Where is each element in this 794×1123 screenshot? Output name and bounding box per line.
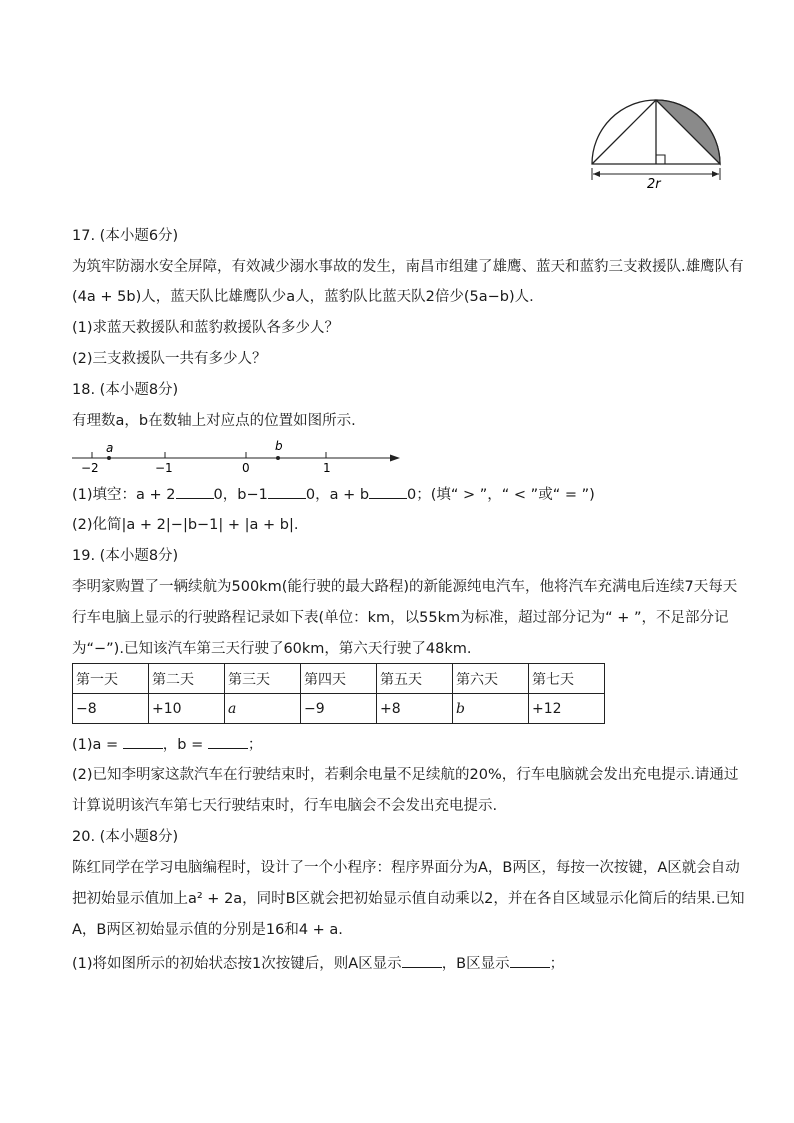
q20-text-line1: 陈红同学在学习电脑编程时，设计了一个小程序：程序界面分为A，B两区，每按一次按键，A区就会自动 xyxy=(72,860,740,876)
table-cell: +12 xyxy=(529,694,605,724)
q17-text-line2: (4a + 5b)人，蓝天队比雄鹰队少a人，蓝豹队比蓝天队2倍少(5a−b)人. xyxy=(72,289,534,305)
point-label-a: a xyxy=(106,441,114,455)
table-header-cell: 第四天 xyxy=(301,664,377,694)
answer-blank[interactable] xyxy=(268,484,306,499)
q19-text-line2: 行车电脑上显示的行驶路程记录如下表(单位：km，以55km为标准，超过部分记为“ + ”，不足部分记 xyxy=(72,610,729,626)
q20-text-line3: A，B两区初始显示值的分别是16和4 + a. xyxy=(72,922,343,938)
q17-text-line1: 为筑牢防溺水安全屏障，有效减少溺水事故的发生，南昌市组建了雄鹰、蓝天和蓝豹三支救援队.雄鹰队有 xyxy=(72,259,744,275)
q17-header: 17. (本小题6分) xyxy=(72,228,179,244)
semicircle-figure xyxy=(580,92,730,190)
q19-part2-line2: 计算说明该汽车第七天行驶结束时，行车电脑会不会发出充电提示. xyxy=(72,798,498,814)
table-row xyxy=(73,694,605,724)
q20-text-line2: 把初始显示值加上a² + 2a，同时B区就会把初始显示值自动乘以2，并在各自区域显示化简后的结果.已知 xyxy=(72,891,745,907)
answer-blank[interactable] xyxy=(208,734,248,749)
q17-part2: (2)三支救援队一共有多少人？ xyxy=(72,351,267,367)
q19-header: 19. (本小题8分) xyxy=(72,548,179,564)
table-cell: +10 xyxy=(149,694,225,724)
table-header-cell: 第七天 xyxy=(529,664,605,694)
tick-label: 1 xyxy=(323,461,331,475)
answer-blank[interactable] xyxy=(369,484,407,499)
table-header-cell: 第三天 xyxy=(225,664,301,694)
right-angle-mark xyxy=(656,155,665,164)
q18-part1 xyxy=(72,484,595,505)
q19-part1-suffix: ； xyxy=(247,737,263,753)
table-cell: b xyxy=(453,694,529,724)
q19-part1-mid: ，b = xyxy=(162,737,204,753)
point-b xyxy=(276,456,280,460)
q18-text-line1: 有理数a，b在数轴上对应点的位置如图所示. xyxy=(72,413,356,429)
tick-label: 0 xyxy=(242,461,250,475)
tick-label: −1 xyxy=(155,461,173,475)
q19-part1-prefix: (1)a = xyxy=(72,737,119,753)
q20-part1-mid: ，B区显示 xyxy=(441,956,510,972)
q19-part2-line1: (2)已知李明家这款汽车在行驶结束时，若剩余电量不足续航的20%，行车电脑就会发出充电提示.请通过 xyxy=(72,767,739,783)
answer-blank[interactable] xyxy=(123,734,163,749)
dimension-label: 2r xyxy=(647,177,661,190)
q20-part1-suffix: ； xyxy=(549,956,565,972)
answer-blank[interactable] xyxy=(402,953,442,968)
shaded-segment xyxy=(656,100,720,164)
table-header-row xyxy=(73,664,605,694)
q18-part1-seg2: 0，b−1 xyxy=(213,487,268,503)
number-line xyxy=(72,438,407,476)
tick-label: −2 xyxy=(81,461,99,475)
table-header-cell: 第五天 xyxy=(377,664,453,694)
table-cell: a xyxy=(225,694,301,724)
q18-part1-seg4: 0；(填“ > ”，“ < ”或“ = ”) xyxy=(407,487,595,503)
q20-header: 20. (本小题8分) xyxy=(72,829,179,845)
q18-part2: (2)化简|a + 2|−|b−1| + |a + b|. xyxy=(72,517,299,533)
table-header-cell: 第一天 xyxy=(73,664,149,694)
table-cell: −8 xyxy=(73,694,149,724)
table-cell: +8 xyxy=(377,694,453,724)
point-a xyxy=(107,456,111,460)
axis-arrow xyxy=(390,455,400,462)
q17-part1: (1)求蓝天救援队和蓝豹救援队各多少人？ xyxy=(72,320,340,336)
point-label-b: b xyxy=(275,439,283,453)
q19-text-line3: 为“−”).已知该汽车第三天行驶了60km，第六天行驶了48km. xyxy=(72,641,472,657)
q18-part1-seg3: 0，a + b xyxy=(305,487,370,503)
q18-header: 18. (本小题8分) xyxy=(72,382,179,398)
q19-part1 xyxy=(72,734,262,755)
table-header-cell: 第六天 xyxy=(453,664,529,694)
q20-part1-prefix: (1)将如图所示的初始状态按1次按键后，则A区显示 xyxy=(72,956,402,972)
q20-part1 xyxy=(72,953,564,974)
mileage-table xyxy=(72,663,605,724)
answer-blank[interactable] xyxy=(510,953,550,968)
table-cell: −9 xyxy=(301,694,377,724)
q19-text-line1: 李明家购置了一辆续航为500km(能行驶的最大路程)的新能源纯电汽车，他将汽车充满电后连续7天每天 xyxy=(72,579,738,595)
q18-part1-prefix: (1)填空：a + 2 xyxy=(72,487,176,503)
table-header-cell: 第二天 xyxy=(149,664,225,694)
answer-blank[interactable] xyxy=(176,484,214,499)
